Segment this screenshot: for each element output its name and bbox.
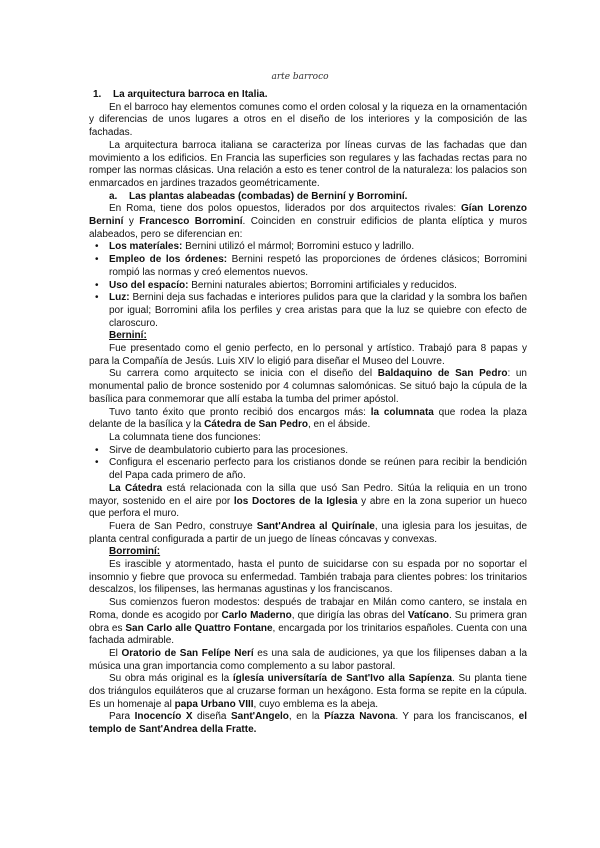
list-item: • Sirve de deambulatorio cubierto para las procesiones. [109,445,527,458]
columnata-list [89,445,527,483]
section-heading-1 [93,89,527,102]
paragraph-5: Su carrera como arquitecto se inicia con el diseño del Baldaquino de San Pedro: un monumental palio de bronce sostenido por 4 columnas salomónicas. Se situó bajo la cúpula de la basílica para conmemorar que allí estaba la tumba del primer apóstol. [89,368,527,405]
list-item: • Los materíales: Bernini utilizó el mármol; Borromini estuco y ladrillo. [109,241,527,254]
paragraph-12: El Oratorio de San Felípe Nerí es una sala de audiciones, ya que los filipenses daban a la música una gran importancia como complemento a su labor pastoral. [89,647,528,672]
paragraph-8: La Cátedra está relacionada con la silla que usó San Pedro. Sitúa la reliquia en un trono mayor, sostenido en el aire por los Doctores de la Iglesia y abre en la zona superior un hueco que perfora el muro. [89,482,527,520]
bernini-heading: Berniní: [109,330,147,342]
subsection-number: a. [109,190,118,202]
paragraph-1: En el barroco hay elementos comunes como el orden colosal y la riqueza en la ornamentación y diferencias de unos lugares a otros en el diseño de los interiores y la composición de las fachadas. [89,101,528,139]
paragraph-14: Para Inocencío X diseña Sant'Angelo, en la Píazza Navona. Y para los franciscanos, el templo de Sant'Andrea della Fratte. [89,711,527,736]
list-item: • Luz: Bernini deja sus fachadas e interiores pulidos para que la claridad y la sombra los bañen por igual; Borromini afila los perfiles y crea aristas para que la luz se quiebre con efecto de claroscuro. [109,292,527,330]
page-header: arte barroco [271,72,329,82]
subsection-heading-a [109,191,527,204]
paragraph-4: Fue presentado como el genio perfecto, en lo personal y artístico. Trabajó para 8 papas y para la Compañía de Jesús. Luis XIV lo eligió para diseñar el Museo del Louvre. [89,343,527,367]
paragraph-2: La arquitectura barroca italiana se caracteriza por líneas curvas de las fachadas que dan movimiento a los edificios. En Francia las superficies son regulares y las fachadas rectas para no romper las normas clásicas. Una relación a esto es tener control de la naturaleza: los palacios son enmarcados en jardines trazados geométricamente. [89,139,527,189]
document-body [89,89,527,737]
list-item: • Empleo de los órdenes: Bernini respetó las proporciones de órdenes clásicos; Borromini rompió las normas y creó elementos nuevos. [109,254,527,279]
paragraph-9: Fuera de San Pedro, construye Sant'Andrea al Quirínale, una iglesia para los jesuitas, de planta central configurada a partir de un juego de líneas cóncavas y convexas. [89,520,528,545]
paragraph-6: Tuvo tanto éxito que pronto recibió dos encargos más: la columnata que rodea la plaza delante de la basílica y la Cátedra de San Pedro, en el ábside. [89,406,527,431]
paragraph-3: En Roma, tiene dos polos opuestos, liderados por dos arquitectos rivales: Gían Lorenzo Berniní y Francesco Borrominí. Coinciden en construir edificios de planta elíptica y muros alabeados, pero se diferencian en: [89,203,527,240]
list-item: • Uso del espacío: Bernini naturales abiertos; Borromini artificiales y reducidos. [109,280,527,293]
differences-list [89,241,527,330]
section-number: 1. [93,89,102,100]
paragraph-10: Es irascible y atormentado, hasta el punto de suicidarse con su espada por no soportar el insomnio y fiebre que provoca su enfermedad. También trabaja para clientes pobres: los trinitarios descalzos, los filipenses, las hermanas agustinas y los franciscanos. [89,559,527,596]
list-item: • Configura el escenario perfecto para los cristianos donde se reúnen para recibir la bendición del Papa cada primero de año. [109,457,527,482]
subsection-title: Las plantas alabeadas (combadas) de Berniní y Borrominí. [129,190,408,202]
borromini-heading: Borrominí: [109,546,161,558]
paragraph-11: Sus comienzos fueron modestos: después de trabajar en Milán como cantero, se instala en Roma, donde es acogido por Carlo Maderno, que dirigía las obras del Vatícano. Su primera gran obra es San Carlo alle Quattro Fontane, encargada por los trinitarios españoles. Cuenta con una fachada admirable. [89,597,527,647]
paragraph-7: La columnata tiene dos funciones: [109,431,261,443]
paragraph-13: Su obra más original es la íglesía universítaría de Sant'Ivo alla Sapíenza. Su planta tiene dos triángulos equiláteros que al cruzarse forman un hexágono. Esta forma se repite en la cúpula. Es un homenaje al papa Urbano VIII, cuyo emblema es la abeja. [89,673,527,710]
section-title: La arquitectura barroca en Italia. [113,89,268,100]
